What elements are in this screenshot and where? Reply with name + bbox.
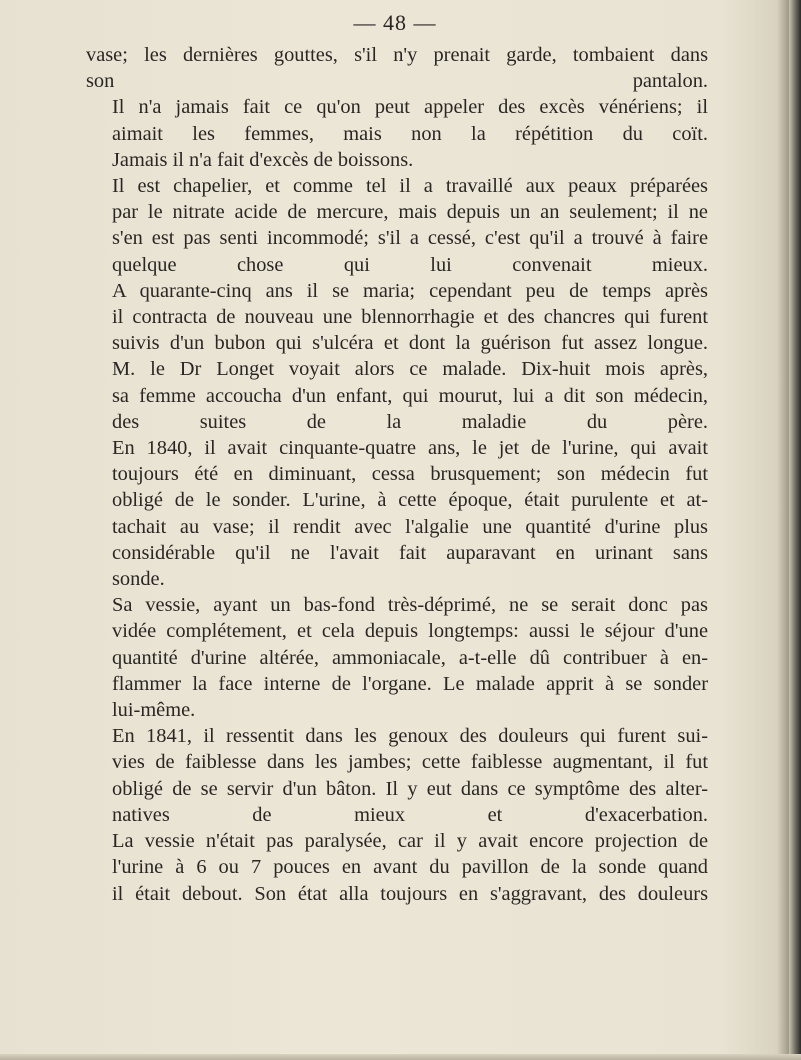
text-line: son pantalon. <box>86 70 708 93</box>
text-line: sonde. <box>112 568 165 591</box>
paragraph-1 <box>86 42 708 94</box>
page-binding-shadow <box>789 0 801 1060</box>
text-line: flammer la face interne de l'organe. Le malade apprit à se sonder <box>112 672 708 695</box>
text-line: s'en est pas senti incommodé; s'il a cessé, c'est qu'il a trouvé à faire <box>112 227 708 250</box>
text-line: A quarante-cinq ans il se maria; cependant peu de temps après <box>112 279 708 302</box>
text-line: En 1840, il avait cinquante-quatre ans, le jet de l'urine, qui avait <box>112 437 708 460</box>
text-line: Jamais il n'a fait d'excès de boissons. <box>112 148 414 171</box>
paragraph-4 <box>86 173 708 278</box>
text-line: lui-même. <box>112 699 196 722</box>
text-line: Il est chapelier, et comme tel il a travaillé aux peaux préparées <box>112 175 708 198</box>
paragraph-3 <box>86 147 708 173</box>
paragraph-6 <box>86 435 708 592</box>
text-line: par le nitrate acide de mercure, mais depuis un an seulement; il ne <box>112 201 708 224</box>
body-text <box>86 42 708 907</box>
text-line: M. le Dr Longet voyait alors ce malade. Dix-huit mois après, <box>112 358 708 381</box>
text-line: obligé de se servir d'un bâton. Il y eut dans ce symptôme des alter- <box>112 777 708 800</box>
text-line: vies de faiblesse dans les jambes; cette faiblesse augmentant, il fut <box>112 751 708 774</box>
text-line: Sa vessie, ayant un bas-fond très-déprimé, ne se serait donc pas <box>112 594 708 617</box>
page-number-header: — 48 — <box>353 10 437 35</box>
text-line: vase; les dernières gouttes, s'il n'y prenait garde, tombaient dans <box>86 44 708 66</box>
paragraph-8 <box>86 723 708 828</box>
text-line: aimait les femmes, mais non la répétition du coït. <box>112 122 708 145</box>
paragraph-9 <box>86 828 708 907</box>
text-line: il était debout. Son état alla toujours en s'aggravant, des douleurs <box>112 882 708 905</box>
text-line: l'urine à 6 ou 7 pouces en avant du pavillon de la sonde quand <box>112 856 708 879</box>
text-line: toujours été en diminuant, cessa brusquement; son médecin fut <box>112 463 708 486</box>
text-line: tachait au vase; il rendit avec l'algalie une quantité d'urine plus <box>112 515 708 538</box>
text-line: suivis d'un bubon qui s'ulcéra et dont la guérison fut assez longue. <box>112 332 708 355</box>
text-line: il contracta de nouveau une blennorrhagie et des chancres qui furent <box>112 306 708 329</box>
text-line: En 1841, il ressentit dans les genoux des douleurs qui furent sui- <box>112 725 708 748</box>
text-line: La vessie n'était pas paralysée, car il y avait encore projection de <box>112 830 708 853</box>
text-line: vidée complétement, et cela depuis longtemps: aussi le séjour d'une <box>112 620 708 643</box>
text-line: considérable qu'il ne l'avait fait auparavant en urinant sans <box>112 541 708 564</box>
page-bottom-edge <box>0 1054 801 1060</box>
text-line: obligé de le sonder. L'urine, à cette époque, était purulente et at- <box>112 489 708 512</box>
text-line: quantité d'urine altérée, ammoniacale, a-t-elle dû contribuer à en- <box>112 646 708 669</box>
paragraph-5 <box>86 278 708 435</box>
paragraph-7 <box>86 592 708 723</box>
text-line: des suites de la maladie du père. <box>112 410 708 433</box>
paragraph-2 <box>86 94 708 146</box>
text-line: sa femme accoucha d'un enfant, qui mourut, lui a dit son médecin, <box>112 384 708 407</box>
text-line: Il n'a jamais fait ce qu'on peut appeler des excès vénériens; il <box>112 96 708 119</box>
text-line: natives de mieux et d'exacerbation. <box>112 803 708 826</box>
text-line: quelque chose qui lui convenait mieux. <box>112 253 708 276</box>
